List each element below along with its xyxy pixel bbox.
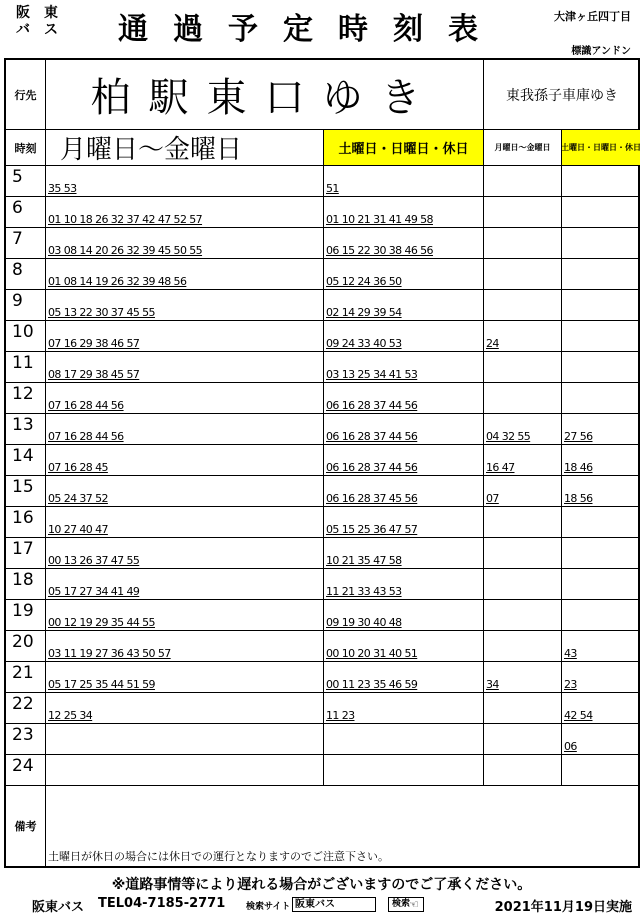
alt-weekday-minutes — [484, 166, 562, 197]
alt-weekday-minutes — [484, 290, 562, 321]
remarks-label: 備考 — [6, 786, 46, 866]
minutes-text: 09 24 33 40 53 — [326, 337, 402, 350]
hour-cell: 17 — [6, 538, 46, 569]
hour-cell: 15 — [6, 476, 46, 507]
minutes-text: 04 32 55 — [486, 430, 531, 443]
logo-char-2: 東 — [44, 5, 58, 21]
holiday-minutes — [324, 228, 484, 259]
minutes-text: 07 16 28 45 — [48, 461, 108, 474]
alt-holiday-minutes — [562, 197, 640, 228]
logo-char-4: ス — [44, 22, 58, 38]
hour-cell: 13 — [6, 414, 46, 445]
minutes-text: 00 10 20 31 40 51 — [326, 647, 418, 660]
hour-cell: 24 — [6, 755, 46, 786]
minutes-text: 01 08 14 19 26 32 39 48 56 — [48, 275, 187, 288]
minutes-text: 05 12 24 36 50 — [326, 275, 402, 288]
search-button[interactable]: 検索 — [388, 897, 424, 912]
stop-name: 大津ヶ丘四丁目 — [554, 10, 631, 23]
hour-cell: 5 — [6, 166, 46, 197]
minutes-text: 43 — [564, 647, 577, 660]
holiday-minutes — [324, 538, 484, 569]
minutes-text: 05 15 25 36 47 57 — [326, 523, 418, 536]
search-input[interactable]: 阪東バス — [292, 897, 376, 912]
minutes-text: 10 21 35 47 58 — [326, 554, 402, 567]
weekday-minutes — [46, 600, 324, 631]
holiday-minutes — [324, 755, 484, 786]
alt-weekday-minutes — [484, 228, 562, 259]
minutes-text: 34 — [486, 678, 499, 691]
search-label: 検索サイト — [246, 902, 291, 912]
holiday-minutes — [324, 259, 484, 290]
minutes-text: 05 24 37 52 — [48, 492, 108, 505]
destination-main: 柏駅東口ゆき — [46, 60, 484, 130]
hand-pointer-icon: ☜ — [409, 898, 419, 911]
minutes-text: 00 12 19 29 35 44 55 — [48, 616, 155, 629]
weekday-minutes — [46, 755, 324, 786]
remarks-text: 土曜日が休日の場合には休日での運行となりますのでご注意下さい。 — [48, 850, 389, 863]
holiday-minutes — [324, 321, 484, 352]
weekday-minutes — [46, 724, 324, 755]
minutes-text: 06 16 28 37 44 56 — [326, 430, 418, 443]
minutes-text: 11 23 — [326, 709, 355, 722]
alt-weekday-minutes — [484, 724, 562, 755]
minutes-text: 01 10 18 26 32 37 42 47 52 57 — [48, 213, 203, 226]
minutes-text: 23 — [564, 678, 577, 691]
alt-weekday-minutes — [484, 662, 562, 693]
minutes-text: 06 16 28 37 45 56 — [326, 492, 418, 505]
holiday-minutes — [324, 166, 484, 197]
minutes-text: 18 56 — [564, 492, 593, 505]
alt-holiday-minutes — [562, 476, 640, 507]
holiday-minutes — [324, 600, 484, 631]
weekday-minutes — [46, 166, 324, 197]
minutes-text: 12 25 34 — [48, 709, 93, 722]
alt-weekday-minutes — [484, 352, 562, 383]
weekday-header: 月曜日～金曜日 — [46, 130, 324, 166]
minutes-text: 03 11 19 27 36 43 50 57 — [48, 647, 171, 660]
alt-holiday-minutes — [562, 166, 640, 197]
minutes-text: 07 16 29 38 46 57 — [48, 337, 140, 350]
hour-cell: 21 — [6, 662, 46, 693]
minutes-text: 03 08 14 20 26 32 39 45 50 55 — [48, 244, 203, 257]
alt-holiday-minutes — [562, 724, 640, 755]
alt-weekday-minutes — [484, 197, 562, 228]
holiday-header: 土曜日・日曜日・休日 — [324, 130, 484, 166]
minutes-text: 35 53 — [48, 182, 77, 195]
alt-holiday-minutes — [562, 693, 640, 724]
weekday-minutes — [46, 476, 324, 507]
hour-cell: 11 — [6, 352, 46, 383]
weekday-minutes — [46, 662, 324, 693]
effective-date: 2021年11月19日実施 — [494, 900, 632, 915]
holiday-minutes — [324, 197, 484, 228]
minutes-text: 05 17 27 34 41 49 — [48, 585, 140, 598]
alt-holiday-header: 土曜日・日曜日・休日 — [562, 130, 640, 166]
weekday-minutes — [46, 259, 324, 290]
alt-holiday-minutes — [562, 290, 640, 321]
hour-cell: 19 — [6, 600, 46, 631]
weekday-minutes — [46, 414, 324, 445]
holiday-minutes — [324, 352, 484, 383]
alt-weekday-minutes — [484, 476, 562, 507]
alt-weekday-minutes — [484, 693, 562, 724]
minutes-text: 01 10 21 31 41 49 58 — [326, 213, 433, 226]
hour-cell: 20 — [6, 631, 46, 662]
weekday-minutes — [46, 228, 324, 259]
minutes-text: 09 19 30 40 48 — [326, 616, 402, 629]
minutes-text: 06 16 28 37 44 56 — [326, 399, 418, 412]
holiday-minutes — [324, 631, 484, 662]
hour-cell: 6 — [6, 197, 46, 228]
holiday-minutes — [324, 476, 484, 507]
minutes-text: 00 11 23 35 46 59 — [326, 678, 418, 691]
alt-weekday-minutes — [484, 321, 562, 352]
alt-holiday-minutes — [562, 383, 640, 414]
minutes-text: 07 16 28 44 56 — [48, 399, 124, 412]
alt-weekday-minutes — [484, 600, 562, 631]
weekday-minutes — [46, 445, 324, 476]
minutes-text: 00 13 26 37 47 55 — [48, 554, 140, 567]
alt-holiday-minutes — [562, 321, 640, 352]
hour-cell: 18 — [6, 569, 46, 600]
minutes-text: 08 17 29 38 45 57 — [48, 368, 140, 381]
destination-alt: 東我孫子車庫ゆき — [484, 60, 640, 130]
minutes-text: 16 47 — [486, 461, 515, 474]
weekday-minutes — [46, 693, 324, 724]
alt-holiday-minutes — [562, 445, 640, 476]
alt-weekday-minutes — [484, 259, 562, 290]
alt-holiday-minutes — [562, 228, 640, 259]
alt-holiday-minutes — [562, 662, 640, 693]
hour-cell: 9 — [6, 290, 46, 321]
minutes-text: 07 — [486, 492, 499, 505]
alt-holiday-minutes — [562, 259, 640, 290]
stop-code: 標識アンドン — [571, 46, 631, 57]
weekday-minutes — [46, 538, 324, 569]
hour-cell: 7 — [6, 228, 46, 259]
holiday-minutes — [324, 507, 484, 538]
time-label: 時刻 — [6, 130, 46, 166]
minutes-text: 11 21 33 43 53 — [326, 585, 402, 598]
alt-holiday-minutes — [562, 755, 640, 786]
weekday-minutes — [46, 631, 324, 662]
minutes-text: 05 17 25 35 44 51 59 — [48, 678, 155, 691]
weekday-minutes — [46, 352, 324, 383]
alt-holiday-minutes — [562, 352, 640, 383]
alt-weekday-minutes — [484, 507, 562, 538]
minutes-text: 27 56 — [564, 430, 593, 443]
minutes-text: 10 27 40 47 — [48, 523, 108, 536]
minutes-text: 24 — [486, 337, 499, 350]
minutes-text: 07 16 28 44 56 — [48, 430, 124, 443]
hour-cell: 12 — [6, 383, 46, 414]
company-logo — [12, 6, 72, 40]
minutes-text: 05 13 22 30 37 45 55 — [48, 306, 155, 319]
holiday-minutes — [324, 693, 484, 724]
minutes-text: 06 16 28 37 44 56 — [326, 461, 418, 474]
alt-weekday-minutes — [484, 569, 562, 600]
weekday-minutes — [46, 290, 324, 321]
hour-cell: 14 — [6, 445, 46, 476]
minutes-text: 03 13 25 34 41 53 — [326, 368, 418, 381]
holiday-minutes — [324, 290, 484, 321]
alt-weekday-header: 月曜日～金曜日 — [484, 130, 562, 166]
alt-holiday-minutes — [562, 538, 640, 569]
alt-weekday-minutes — [484, 755, 562, 786]
footer-tel: TEL04-7185-2771 — [98, 896, 226, 911]
footer-info — [32, 896, 632, 914]
holiday-minutes — [324, 724, 484, 755]
delay-notice: ※道路事情等により遅れる場合がございますのでご了承ください。 — [111, 877, 532, 893]
hour-cell: 10 — [6, 321, 46, 352]
weekday-minutes — [46, 383, 324, 414]
alt-weekday-minutes — [484, 538, 562, 569]
alt-holiday-minutes — [562, 600, 640, 631]
logo-char-3: バ — [16, 22, 30, 38]
alt-holiday-minutes — [562, 414, 640, 445]
footer-company: 阪東バス — [32, 900, 85, 915]
alt-weekday-minutes — [484, 445, 562, 476]
alt-holiday-minutes — [562, 507, 640, 538]
holiday-minutes — [324, 445, 484, 476]
minutes-text: 42 54 — [564, 709, 593, 722]
alt-holiday-minutes — [562, 631, 640, 662]
holiday-minutes — [324, 383, 484, 414]
destination-label: 行先 — [6, 60, 46, 130]
minutes-text: 18 46 — [564, 461, 593, 474]
weekday-minutes — [46, 321, 324, 352]
page-title: 通過予定時刻表 — [118, 12, 503, 47]
holiday-minutes — [324, 414, 484, 445]
holiday-minutes — [324, 569, 484, 600]
minutes-text: 06 15 22 30 38 46 56 — [326, 244, 433, 257]
hour-cell: 16 — [6, 507, 46, 538]
weekday-minutes — [46, 197, 324, 228]
alt-weekday-minutes — [484, 631, 562, 662]
alt-weekday-minutes — [484, 383, 562, 414]
alt-holiday-minutes — [562, 569, 640, 600]
minutes-text: 02 14 29 39 54 — [326, 306, 402, 319]
minutes-text: 51 — [326, 182, 339, 195]
hour-cell: 22 — [6, 693, 46, 724]
alt-weekday-minutes — [484, 414, 562, 445]
weekday-minutes — [46, 507, 324, 538]
timetable — [4, 58, 640, 868]
minutes-text: 06 — [564, 740, 577, 753]
hour-cell: 8 — [6, 259, 46, 290]
weekday-minutes — [46, 569, 324, 600]
holiday-minutes — [324, 662, 484, 693]
logo-char-1: 阪 — [16, 5, 30, 21]
hour-cell: 23 — [6, 724, 46, 755]
